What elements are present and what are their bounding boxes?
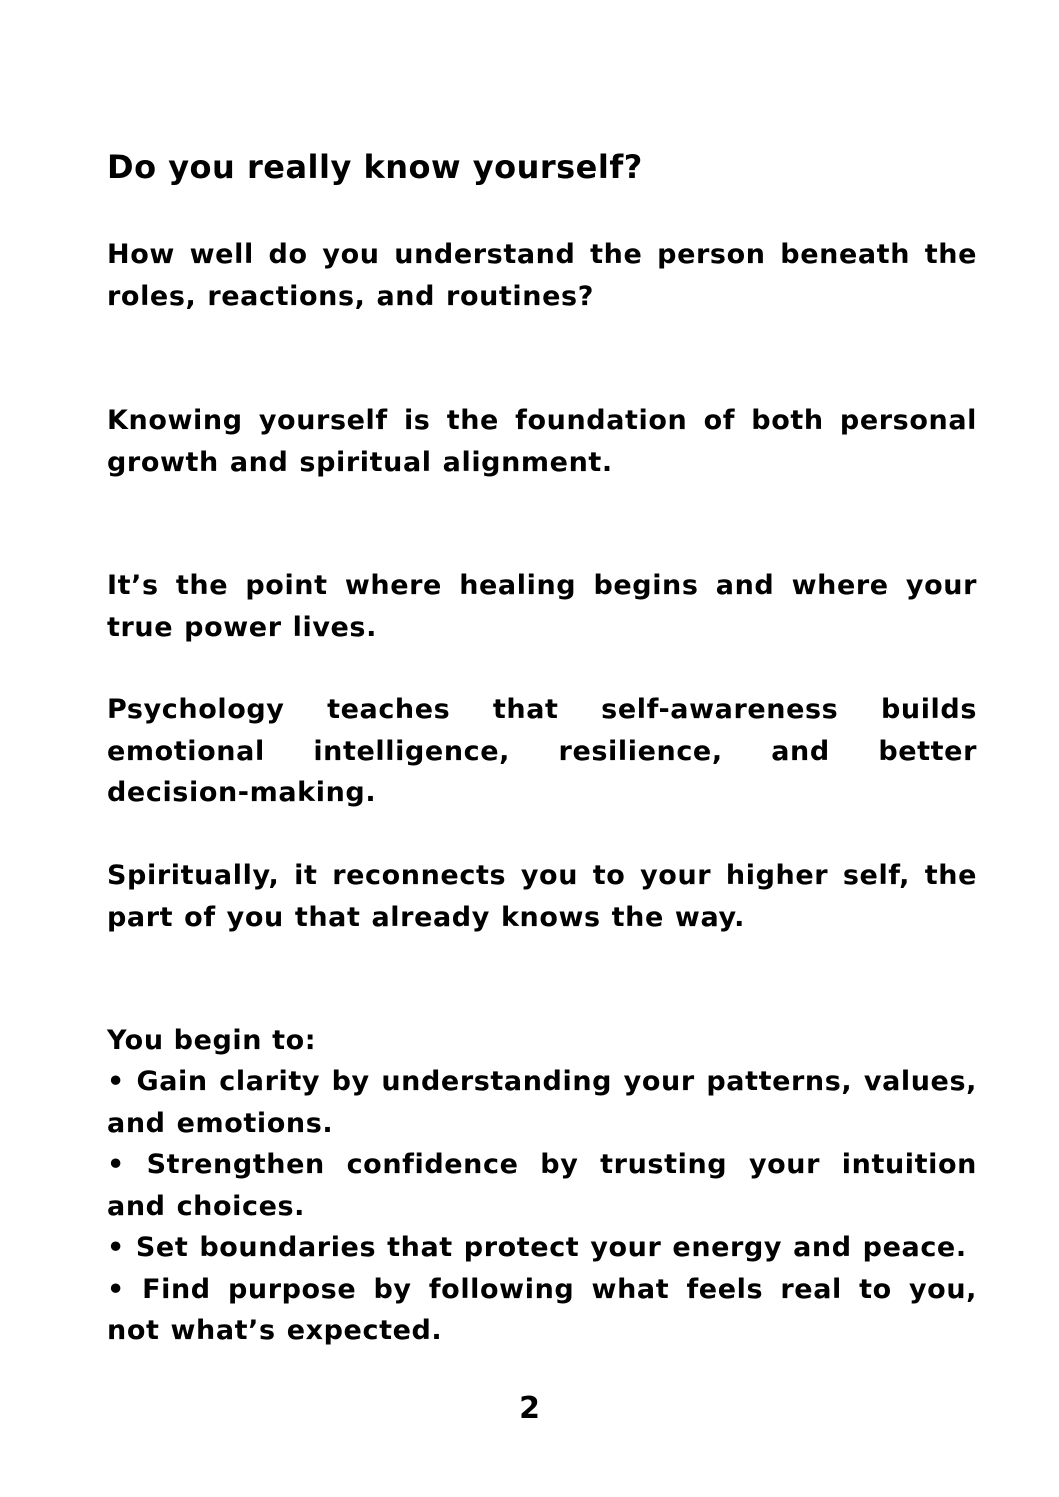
list-item: • Strengthen confidence by trusting your intuition and choices. (107, 1149, 977, 1222)
page-number: 2 (519, 1391, 540, 1426)
list-item: • Find purpose by following what feels real to you, not what’s expected. (107, 1273, 977, 1346)
benefit-list (107, 1061, 977, 1352)
list-item: • Gain clarity by understanding your patterns, values, and emotions. (107, 1066, 977, 1139)
page-title: Do you really know yourself? (107, 148, 643, 186)
paragraph-intro-question: How well do you understand the person beneath the roles, reactions, and routines? (107, 239, 977, 312)
paragraph-healing: It’s the point where healing begins and where your true power lives. (107, 570, 977, 643)
paragraph-spiritually: Spiritually, it reconnects you to your higher self, the part of you that already knows the way. (107, 860, 977, 933)
list-intro: You begin to: (107, 1025, 317, 1056)
paragraph-psychology: Psychology teaches that self-awareness builds emotional intelligence, resilience, and better decision-making. (107, 694, 977, 808)
list-item: • Set boundaries that protect your energy and peace. (107, 1232, 967, 1263)
paragraph-knowing-yourself: Knowing yourself is the foundation of both personal growth and spiritual alignment. (107, 405, 977, 478)
